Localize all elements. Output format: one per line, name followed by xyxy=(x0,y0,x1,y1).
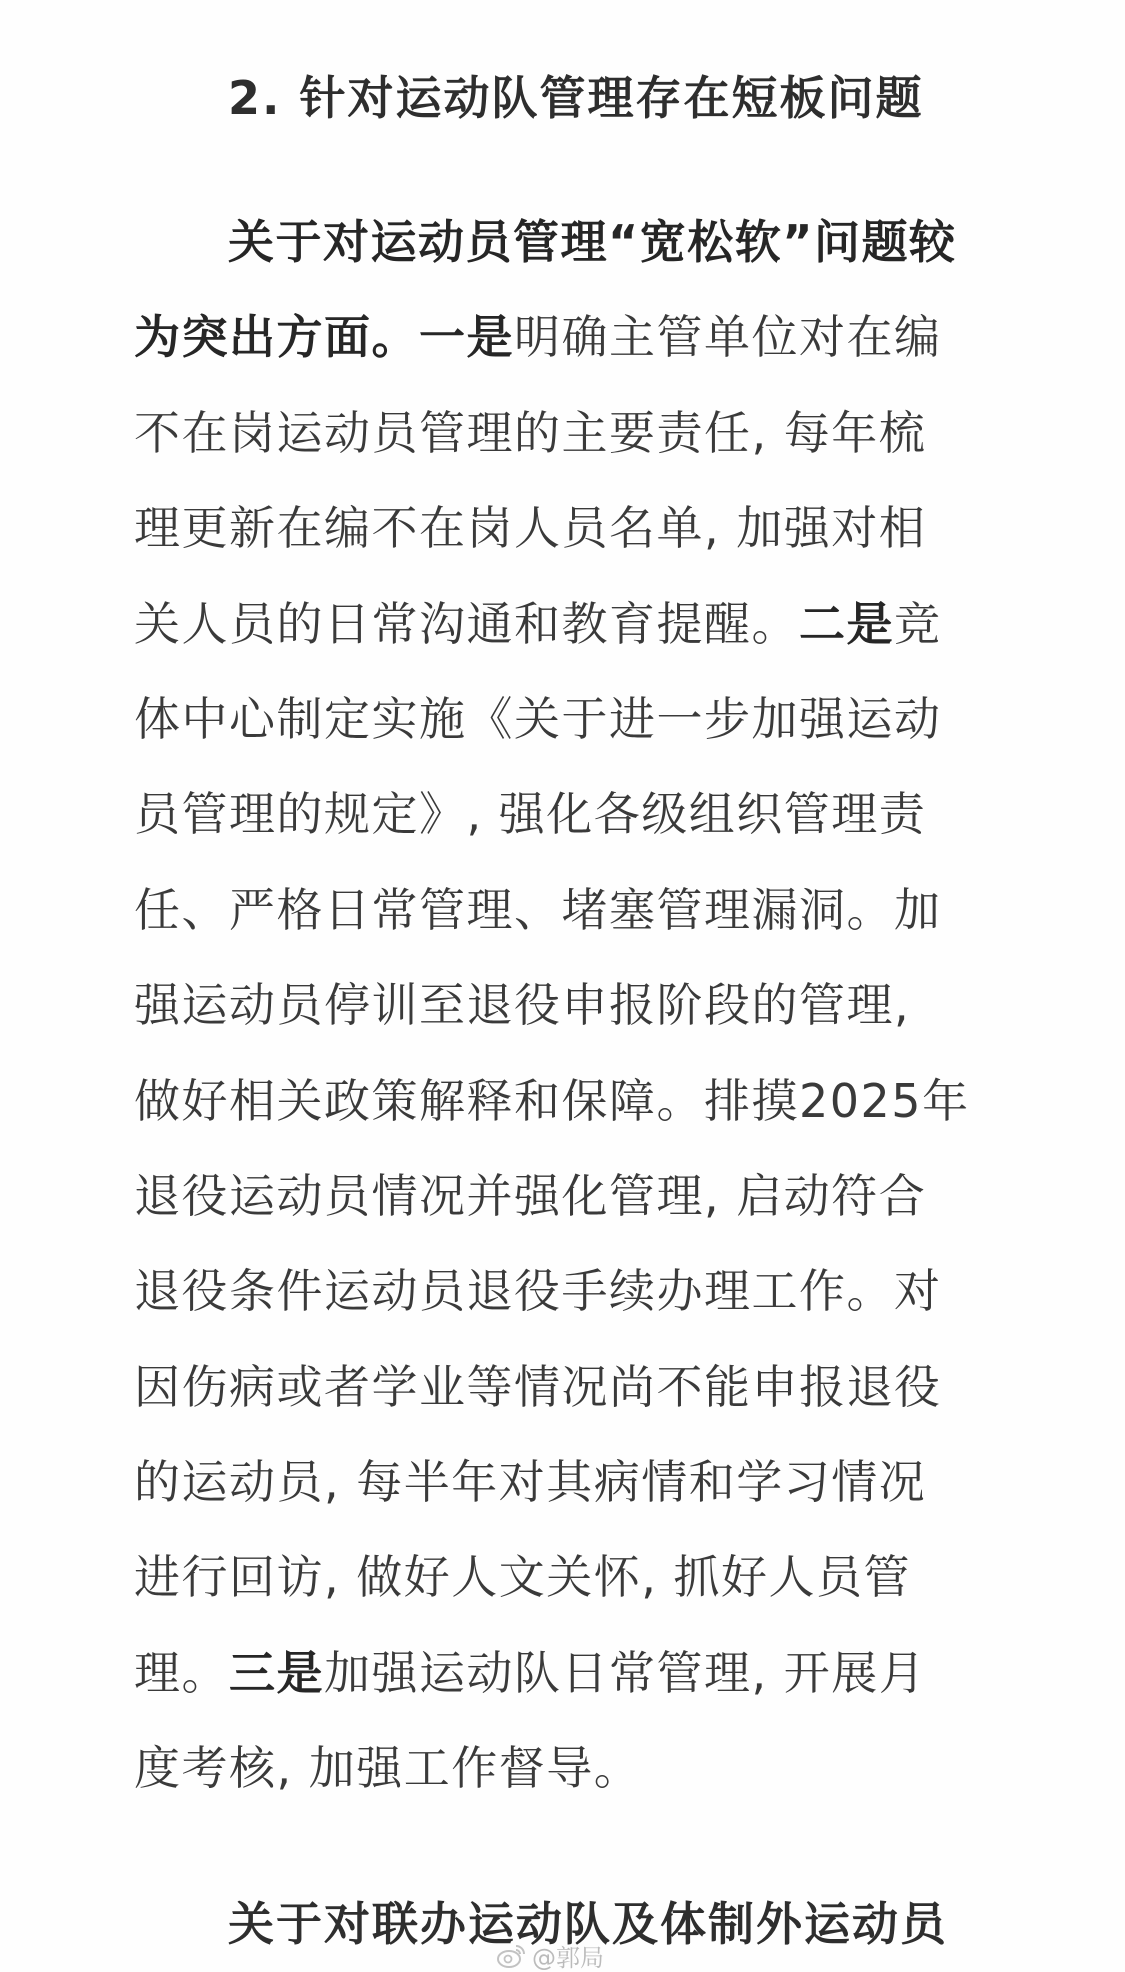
text-line xyxy=(134,496,1004,591)
bold-text-run: 一是 xyxy=(419,310,514,365)
section-heading: 2. 针对运动队管理存在短板问题 xyxy=(228,71,924,125)
text-line xyxy=(134,1736,1004,1831)
text-run: 退役运动员情况并强化管理, 启动符合 xyxy=(134,1168,927,1223)
next-section-heading: 关于对联办运动队及体制外运动员 xyxy=(228,1897,948,1951)
text-line xyxy=(134,1259,1004,1354)
text-line xyxy=(134,687,1004,782)
text-line xyxy=(134,305,1004,400)
text-line xyxy=(134,878,1004,973)
bold-text-run: 二是 xyxy=(799,596,894,651)
bold-text-run: 关于对运动员管理“宽松软”问题较 xyxy=(228,215,957,269)
text-line xyxy=(134,1069,1004,1164)
text-run: 度考核, 加强工作督导。 xyxy=(134,1741,642,1796)
text-line xyxy=(134,1545,1004,1640)
text-line xyxy=(134,210,1004,305)
watermark xyxy=(496,1938,604,1972)
text-run: 强运动员停训至退役申报阶段的管理, xyxy=(134,978,911,1033)
text-line xyxy=(134,1164,1004,1259)
text-run: 因伤病或者学业等情况尚不能申报退役 xyxy=(134,1359,942,1414)
text-line xyxy=(134,1355,1004,1450)
text-run: 加强运动队日常管理, 开展月 xyxy=(324,1645,927,1700)
text-line xyxy=(134,1450,1004,1545)
text-run: 不在岗运动员管理的主要责任, 每年梳 xyxy=(134,405,927,460)
text-run: 员管理的规定》, 强化各级组织管理责 xyxy=(134,787,927,842)
bold-text-run: 为突出方面。 xyxy=(134,310,419,365)
text-line xyxy=(134,592,1004,687)
text-run: 退役条件运动员退役手续办理工作。对 xyxy=(134,1264,942,1319)
text-line xyxy=(134,782,1004,877)
text-run: 体中心制定实施《关于进一步加强运动 xyxy=(134,691,942,746)
text-run: 的运动员, 每半年对其病情和学习情况 xyxy=(134,1455,927,1510)
text-line xyxy=(134,973,1004,1068)
watermark-text: @郭局 xyxy=(532,1944,604,1972)
text-run: 关人员的日常沟通和教育提醒。 xyxy=(134,596,799,651)
weibo-icon xyxy=(496,1943,526,1969)
text-run: 理。 xyxy=(134,1645,229,1700)
bold-text-run: 三是 xyxy=(229,1645,324,1700)
text-run: 明确主管单位对在编 xyxy=(514,310,942,365)
text-run: 理更新在编不在岗人员名单, 加强对相 xyxy=(134,501,927,556)
paragraph-body xyxy=(134,210,1004,1832)
text-line xyxy=(134,1641,1004,1736)
text-run: 做好相关政策解释和保障。排摸2025年 xyxy=(134,1073,970,1128)
text-line xyxy=(134,401,1004,496)
text-run: 竞 xyxy=(894,596,942,651)
text-run: 任、严格日常管理、堵塞管理漏洞。加 xyxy=(134,882,942,937)
text-run: 进行回访, 做好人文关怀, 抓好人员管 xyxy=(134,1550,911,1605)
